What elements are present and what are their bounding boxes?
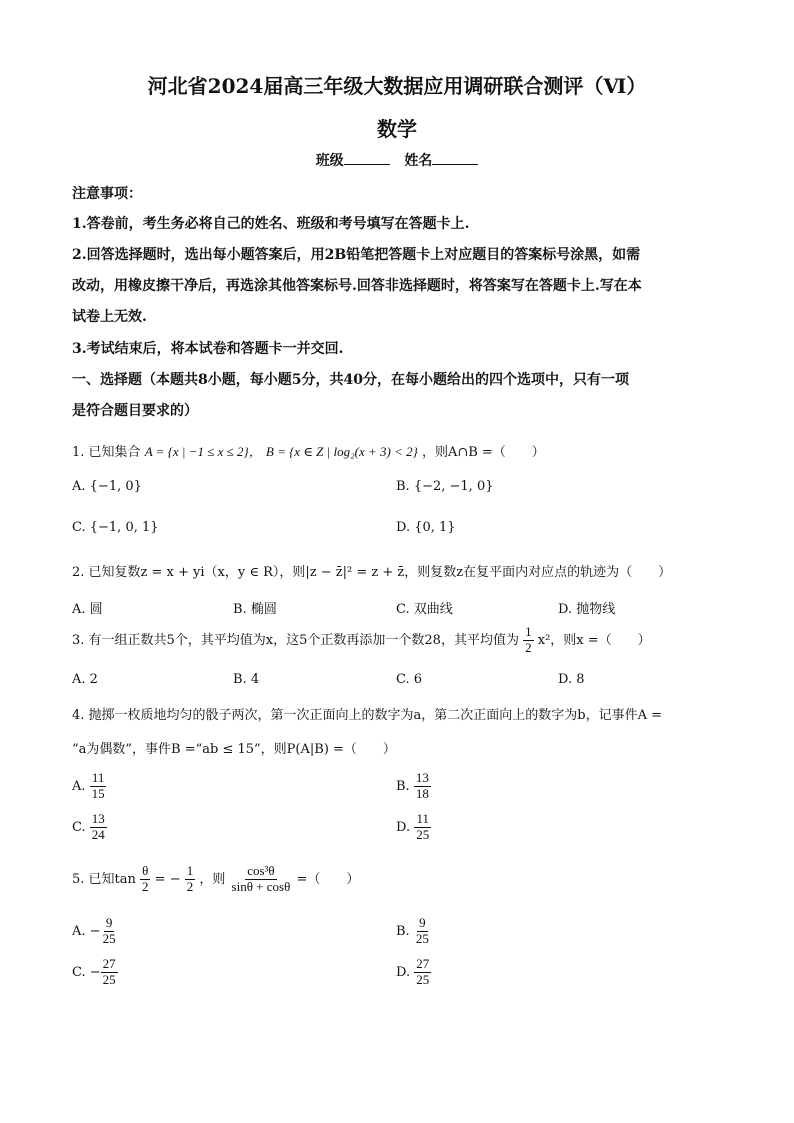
q5-value-numerator: 1 [186, 863, 194, 878]
q4-d-numerator: 11 [416, 811, 429, 826]
q1-set-b: B = {x ∈ Z | log₂(x + 3) < 2} [265, 444, 418, 459]
q4-c-numerator: 13 [91, 811, 105, 826]
subject-title: 数学 [377, 117, 417, 141]
q5-expression-fraction [230, 864, 293, 895]
section-1-heading-line-1: 一、选择题（本题共8小题，每小题5分，共40分，在每小题给出的四个选项中，只有一项 [72, 372, 629, 388]
q3-option-b: B. 4 [233, 672, 260, 687]
q5-c-numerator: 27 [102, 956, 116, 971]
student-info-line [0, 150, 794, 170]
q5-option-d-fraction [414, 957, 431, 988]
q4-option-c-label: C. [72, 819, 86, 835]
class-label: 班级 [315, 153, 344, 169]
q2-option-c: C. 双曲线 [396, 602, 453, 617]
q3-option-d: D. 8 [558, 672, 585, 687]
q5-c-denominator: 25 [102, 971, 116, 987]
q2-option-a: A. 圆 [72, 602, 103, 617]
q3-option-a: A. 2 [72, 672, 98, 687]
q5-equals: = − [154, 871, 181, 887]
note-1: 1.答卷前，考生务必将自己的姓名、班级和考号填写在答题卡上. [72, 216, 470, 232]
q5-d-denominator: 25 [416, 971, 430, 987]
q4-option-d-label: D. [396, 819, 411, 835]
q1-option-b: B. {−2, −1, 0} [396, 479, 494, 494]
question-4-stem-line-2: “a为偶数”，事件B =“ab ≤ 15”，则P(A|B) =（ ） [72, 742, 396, 757]
q5-value-denominator: 2 [186, 878, 194, 894]
q4-b-numerator: 13 [415, 770, 429, 785]
q5-option-d-label: D. [396, 964, 411, 980]
q5-value-fraction [185, 864, 196, 895]
q1-option-d: D. {0, 1} [396, 520, 456, 535]
question-5-stem [72, 864, 359, 895]
q4-option-b-fraction [414, 771, 431, 802]
q5-tan-denominator: 2 [142, 878, 149, 894]
q4-option-c [72, 812, 107, 843]
q1-prefix: 1. 已知集合 [72, 445, 141, 460]
class-blank [344, 152, 390, 165]
q5-tan-fraction [140, 864, 151, 895]
q5-option-c-sign: − [89, 964, 101, 980]
q2-option-d: D. 抛物线 [558, 602, 616, 617]
q4-b-denominator: 18 [415, 785, 429, 801]
q2-option-b: B. 椭圆 [233, 602, 277, 617]
q5-option-d [396, 957, 431, 988]
question-2-stem: 2. 已知复数z = x + yi（x，y ∈ R），则|z − z̄|² = z + z̄，则复数z在复平面内对应点的轨迹为（ ） [72, 565, 672, 580]
q5-option-c [72, 957, 118, 988]
name-label: 姓名 [404, 153, 433, 169]
q1-option-a: A. {−1, 0} [72, 479, 142, 494]
q5-d-numerator: 27 [416, 956, 430, 971]
q5-a-numerator: 9 [105, 915, 113, 930]
q4-a-numerator: 11 [91, 770, 105, 785]
q5-expression-numerator: cos³θ [247, 863, 275, 878]
notes-heading: 注意事项： [72, 186, 142, 202]
page-title: 河北省2024届高三年级大数据应用调研联合测评（Ⅵ） [147, 74, 647, 98]
q4-option-a-fraction [90, 771, 107, 802]
q5-option-b-label: B. [396, 923, 410, 939]
q4-a-denominator: 15 [91, 785, 105, 801]
q4-option-b [396, 771, 431, 802]
q3-suffix: x²，则x =（ ） [537, 632, 651, 648]
q5-expression-denominator: sinθ + cosθ [231, 878, 291, 894]
q1-suffix: ，则A∩B =（ ） [421, 445, 545, 460]
q5-option-c-fraction [101, 957, 118, 988]
q3-fraction-numerator: 1 [525, 624, 532, 639]
q1-option-c: C. {−1, 0, 1} [72, 520, 159, 535]
q3-option-c: C. 6 [396, 672, 423, 687]
q5-a-denominator: 25 [102, 930, 116, 946]
note-2-line-3: 试卷上无效. [72, 309, 147, 325]
q5-option-a-sign: − [89, 923, 101, 939]
question-1-stem [72, 441, 545, 460]
note-3: 3.考试结束后，将本试卷和答题卡一并交回. [72, 341, 344, 357]
q5-option-a-label: A. [72, 923, 86, 939]
question-4-stem-line-1: 4. 抛掷一枚质地均匀的骰子两次，第一次正面向上的数字为a，第二次正面向上的数字为b，记事件A = [72, 708, 663, 723]
q4-option-b-label: B. [396, 778, 410, 794]
q3-prefix: 3. 有一组正数共5个，其平均值为x，这5个正数再添加一个数28，其平均值为 [72, 632, 519, 648]
q5-option-b [396, 916, 431, 947]
q4-d-denominator: 25 [416, 826, 430, 842]
q4-option-d-fraction [414, 812, 431, 843]
name-blank [432, 152, 478, 165]
q5-option-a [72, 916, 118, 947]
q5-option-b-fraction [414, 916, 431, 947]
q4-c-denominator: 24 [91, 826, 105, 842]
q4-option-a [72, 771, 107, 802]
q5-b-denominator: 25 [415, 930, 429, 946]
q4-option-a-label: A. [72, 778, 86, 794]
note-2-line-1: 2.回答选择题时，选出每小题答案后，用2B铅笔把答题卡上对应题目的答案标号涂黑，如需 [72, 247, 641, 263]
q5-then: ，则 [199, 871, 226, 887]
q4-option-d [396, 812, 431, 843]
q4-option-c-fraction [90, 812, 107, 843]
q5-suffix: =（ ） [296, 871, 360, 887]
q5-option-a-fraction [101, 916, 118, 947]
q3-fraction-denominator: 2 [525, 639, 532, 655]
question-3-stem [72, 625, 651, 656]
q5-option-c-label: C. [72, 964, 86, 980]
q3-fraction [523, 625, 534, 656]
section-1-heading-line-2: 是符合题目要求的） [72, 403, 198, 419]
q5-prefix: 5. 已知tan [72, 871, 136, 887]
q5-b-numerator: 9 [419, 915, 426, 930]
note-2-line-2: 改动，用橡皮擦干净后，再选涂其他答案标号.回答非选择题时，将答案写在答题卡上.写在本 [72, 278, 642, 294]
q1-set-a: A = {x | −1 ≤ x ≤ 2}， [144, 444, 262, 459]
q5-tan-numerator: θ [142, 863, 149, 878]
